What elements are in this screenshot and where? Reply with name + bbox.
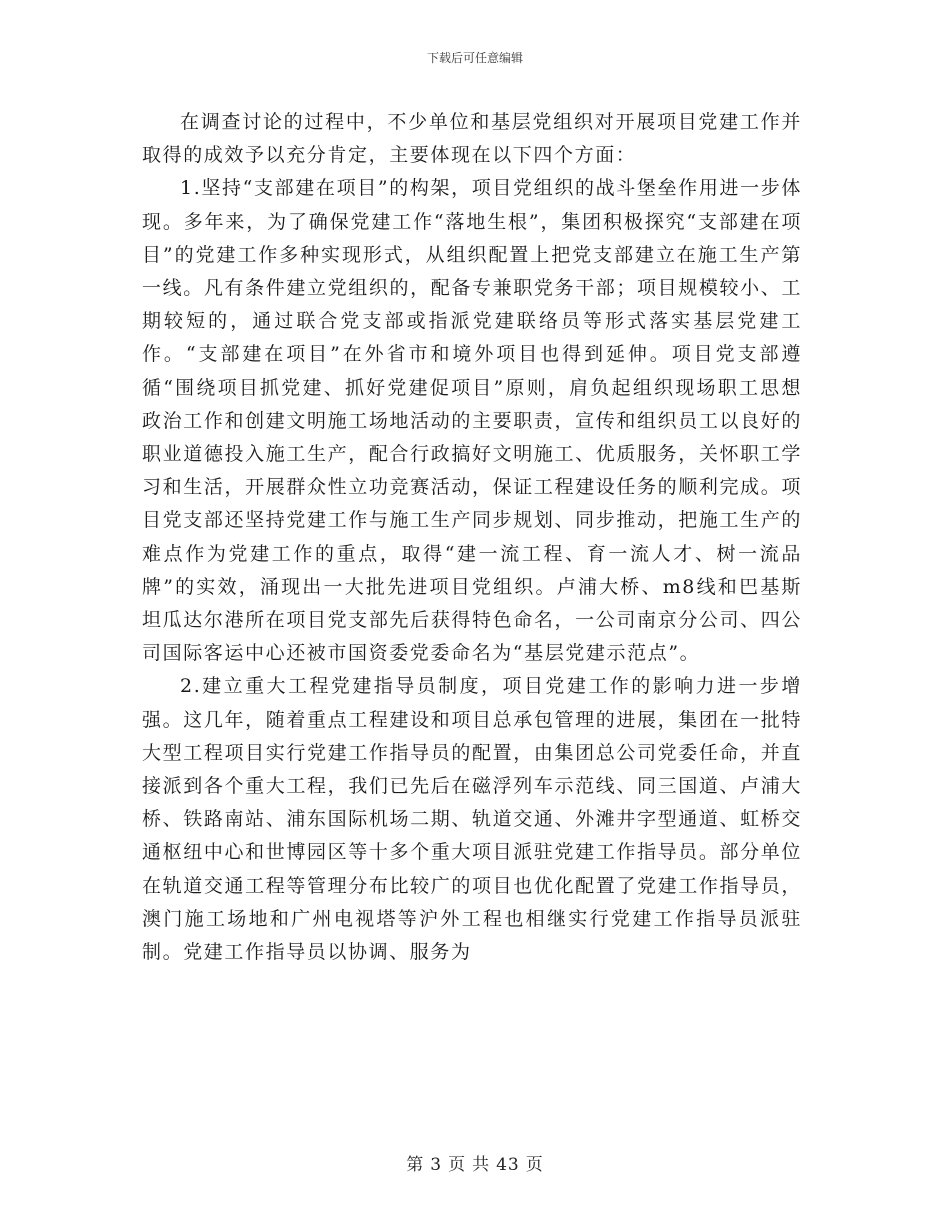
footer-total-pages: 43 <box>496 1155 520 1175</box>
footer-current-page: 3 <box>430 1155 443 1175</box>
paragraph-intro: 在调查讨论的过程中，不少单位和基层党组织对开展项目党建工作并取得的成效予以充分肯定，主要体现在以下四个方面： <box>142 111 802 167</box>
header-note: 下载后可任意编辑 <box>426 51 523 65</box>
paragraph-point-1: 1.坚持“支部建在项目”的构架，项目党组织的战斗堡垒作用进一步体现。多年来，为了确保党建工作“落地生根”，集团积极探究“支部建在项目”的党建工作多种实现形式，从组织配置上把党支部建立在施工生产第一线。凡有条件建立党组织的，配备专兼职党务干部；项目规模较小、工期较短的，通过联合党支部或指派党建联络员等形式落实基层党建工作。“支部建在项目”在外省市和境外项目也得到延伸。项目党支部遵循“围绕项目抓党建、抓好党建促项目”原则，肩负起组织现场职工思想政治工作和创建文明施工场地活动的主要职责，宣传和组织员工以良好的职业道德投入施工生产，配合行政搞好文明施工、优质服务，关怀职工学习和生活，开展群众性立功竞赛活动，保证工程建设任务的顺利完成。项目党支部还坚持党建工作与施工生产同步规划、同步推动，把施工生产的难点作为党建工作的重点，取得“建一流工程、育一流人才、树一流品牌”的实效，涌现出一大批先进项目党组织。卢浦大桥、m8线和巴基斯坦瓜达尔港所在项目党支部先后获得特色命名，一公司南京分公司、四公司国际客运中心还被市国资委党委命名为“基层党建示范点”。 <box>142 177 802 665</box>
footer-total-label: 共 <box>472 1155 491 1175</box>
footer-page-unit: 页 <box>448 1155 467 1175</box>
document-body <box>142 106 802 969</box>
footer-suffix: 页 <box>525 1155 544 1175</box>
footer-prefix: 第 <box>406 1155 425 1175</box>
paragraph-point-2: 2.建立重大工程党建指导员制度，项目党建工作的影响力进一步增强。这几年，随着重点工程建设和项目总承包管理的进展，集团在一批特大型工程项目实行党建工作指导员的配置，由集团总公司党委任命，并直接派到各个重大工程，我们已先后在磁浮列车示范线、同三国道、卢浦大桥、铁路南站、浦东国际机场二期、轨道交通、外滩井字型通道、虹桥交通枢纽中心和世博园区等十多个重大项目派驻党建工作指导员。部分单位在轨道交通工程等管理分布比较广的项目也优化配置了党建工作指导员，澳门施工场地和广州电视塔等沪外工程也相继实行党建工作指导员派驻制。党建工作指导员以协调、服务为 <box>142 675 802 964</box>
page-header <box>0 50 950 66</box>
page-footer <box>0 1154 950 1176</box>
